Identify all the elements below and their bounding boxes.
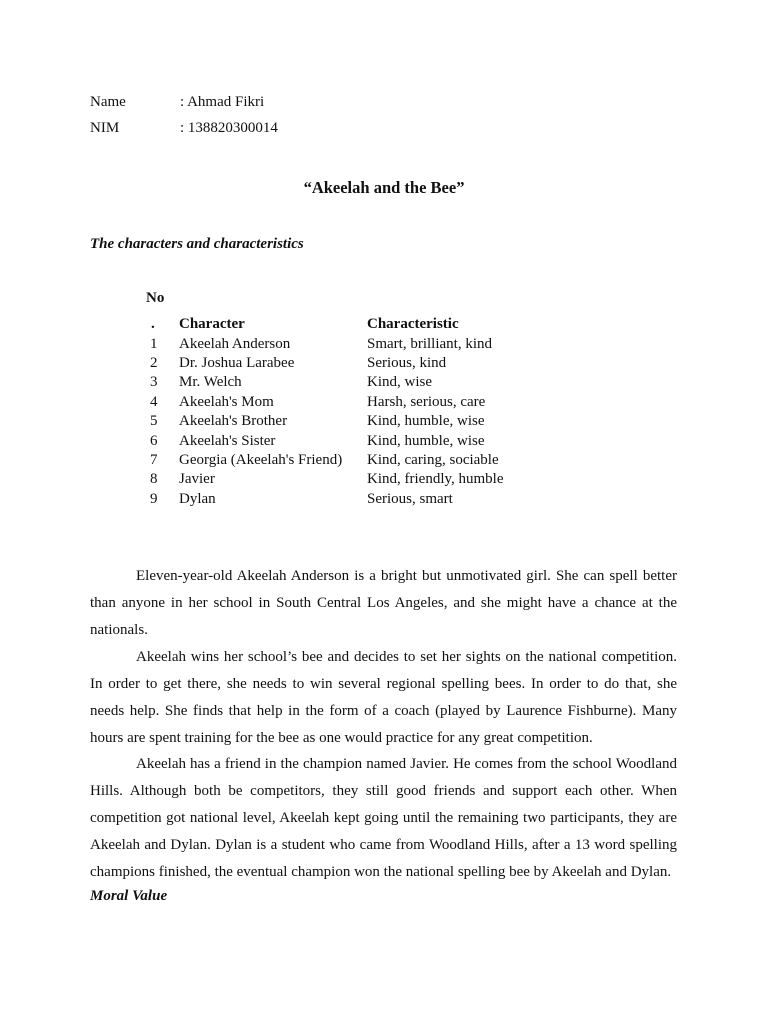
- body-paragraph: Akeelah wins her school’s bee and decides to set her sights on the national competition. In order to get there, she needs to win several regional spelling bees. In order to do that, she needs help. She finds that help in the form of a coach (played by Laurence Fishburne). Many hours are spent training for the bee as one would practice for any great competition.: [90, 649, 677, 746]
- body-paragraph: Akeelah has a friend in the champion named Javier. He comes from the school Woodland Hills. Although both be competitors, they still good friends and support each other. When competition got national level, Akeelah kept going until the remaining two participants, they are Akeelah and Dylan. Dylan is a student who came from Woodland Hills, after a 13 word spelling champions finished, the eventual champion won the national spelling bee by Akeelah and Dylan.: [90, 756, 677, 880]
- table-row-character: Akeelah's Sister: [179, 433, 276, 449]
- table-row-no: 5: [150, 413, 158, 429]
- section-heading: The characters and characteristics: [90, 236, 304, 252]
- table-header-characteristic: Characteristic: [367, 316, 459, 332]
- table-row-no: 9: [150, 491, 158, 507]
- table-header-character: Character: [179, 316, 245, 332]
- table-row-no: 8: [150, 471, 158, 487]
- table-row-no: 3: [150, 374, 158, 390]
- name-value: : Ahmad Fikri: [180, 94, 265, 110]
- table-row-no: 7: [150, 452, 158, 468]
- table-header-no: No: [146, 290, 165, 306]
- body-paragraph: Eleven-year-old Akeelah Anderson is a bright but unmotivated girl. She can spell better than anyone in her school in South Central Los Angeles, and she might have a chance at the nationals.: [90, 568, 677, 638]
- table-row-characteristic: Smart, brilliant, kind: [367, 336, 492, 352]
- table-row-characteristic: Harsh, serious, care: [367, 394, 486, 410]
- table-row-character: Dr. Joshua Larabee: [179, 355, 295, 371]
- table-row-characteristic: Serious, kind: [367, 355, 447, 371]
- table-row-no: 4: [150, 394, 158, 410]
- table-row-characteristic: Kind, humble, wise: [367, 413, 485, 429]
- table-row-character: Akeelah's Mom: [179, 394, 274, 410]
- table-row-character: Akeelah's Brother: [179, 413, 288, 429]
- table-row-characteristic: Serious, smart: [367, 491, 453, 507]
- table-header-no-dot: .: [151, 316, 155, 332]
- table-row-characteristic: Kind, friendly, humble: [367, 471, 504, 487]
- table-row-no: 1: [150, 336, 158, 352]
- nim-label: NIM: [90, 120, 120, 136]
- table-row-character: Akeelah Anderson: [179, 336, 291, 352]
- table-row-characteristic: Kind, wise: [367, 374, 432, 390]
- table-row-character: Georgia (Akeelah's Friend): [179, 452, 343, 468]
- table-row-characteristic: Kind, caring, sociable: [367, 452, 499, 468]
- moral-value-heading: Moral Value: [90, 888, 168, 904]
- table-row-no: 2: [150, 355, 158, 371]
- table-row-character: Mr. Welch: [179, 374, 242, 390]
- table-row-no: 6: [150, 433, 158, 449]
- table-row-character: Javier: [179, 471, 215, 487]
- name-label: Name: [90, 94, 126, 110]
- table-row-character: Dylan: [179, 491, 216, 507]
- table-row-characteristic: Kind, humble, wise: [367, 433, 485, 449]
- document-title: “Akeelah and the Bee”: [303, 178, 465, 197]
- nim-value: : 138820300014: [180, 120, 278, 136]
